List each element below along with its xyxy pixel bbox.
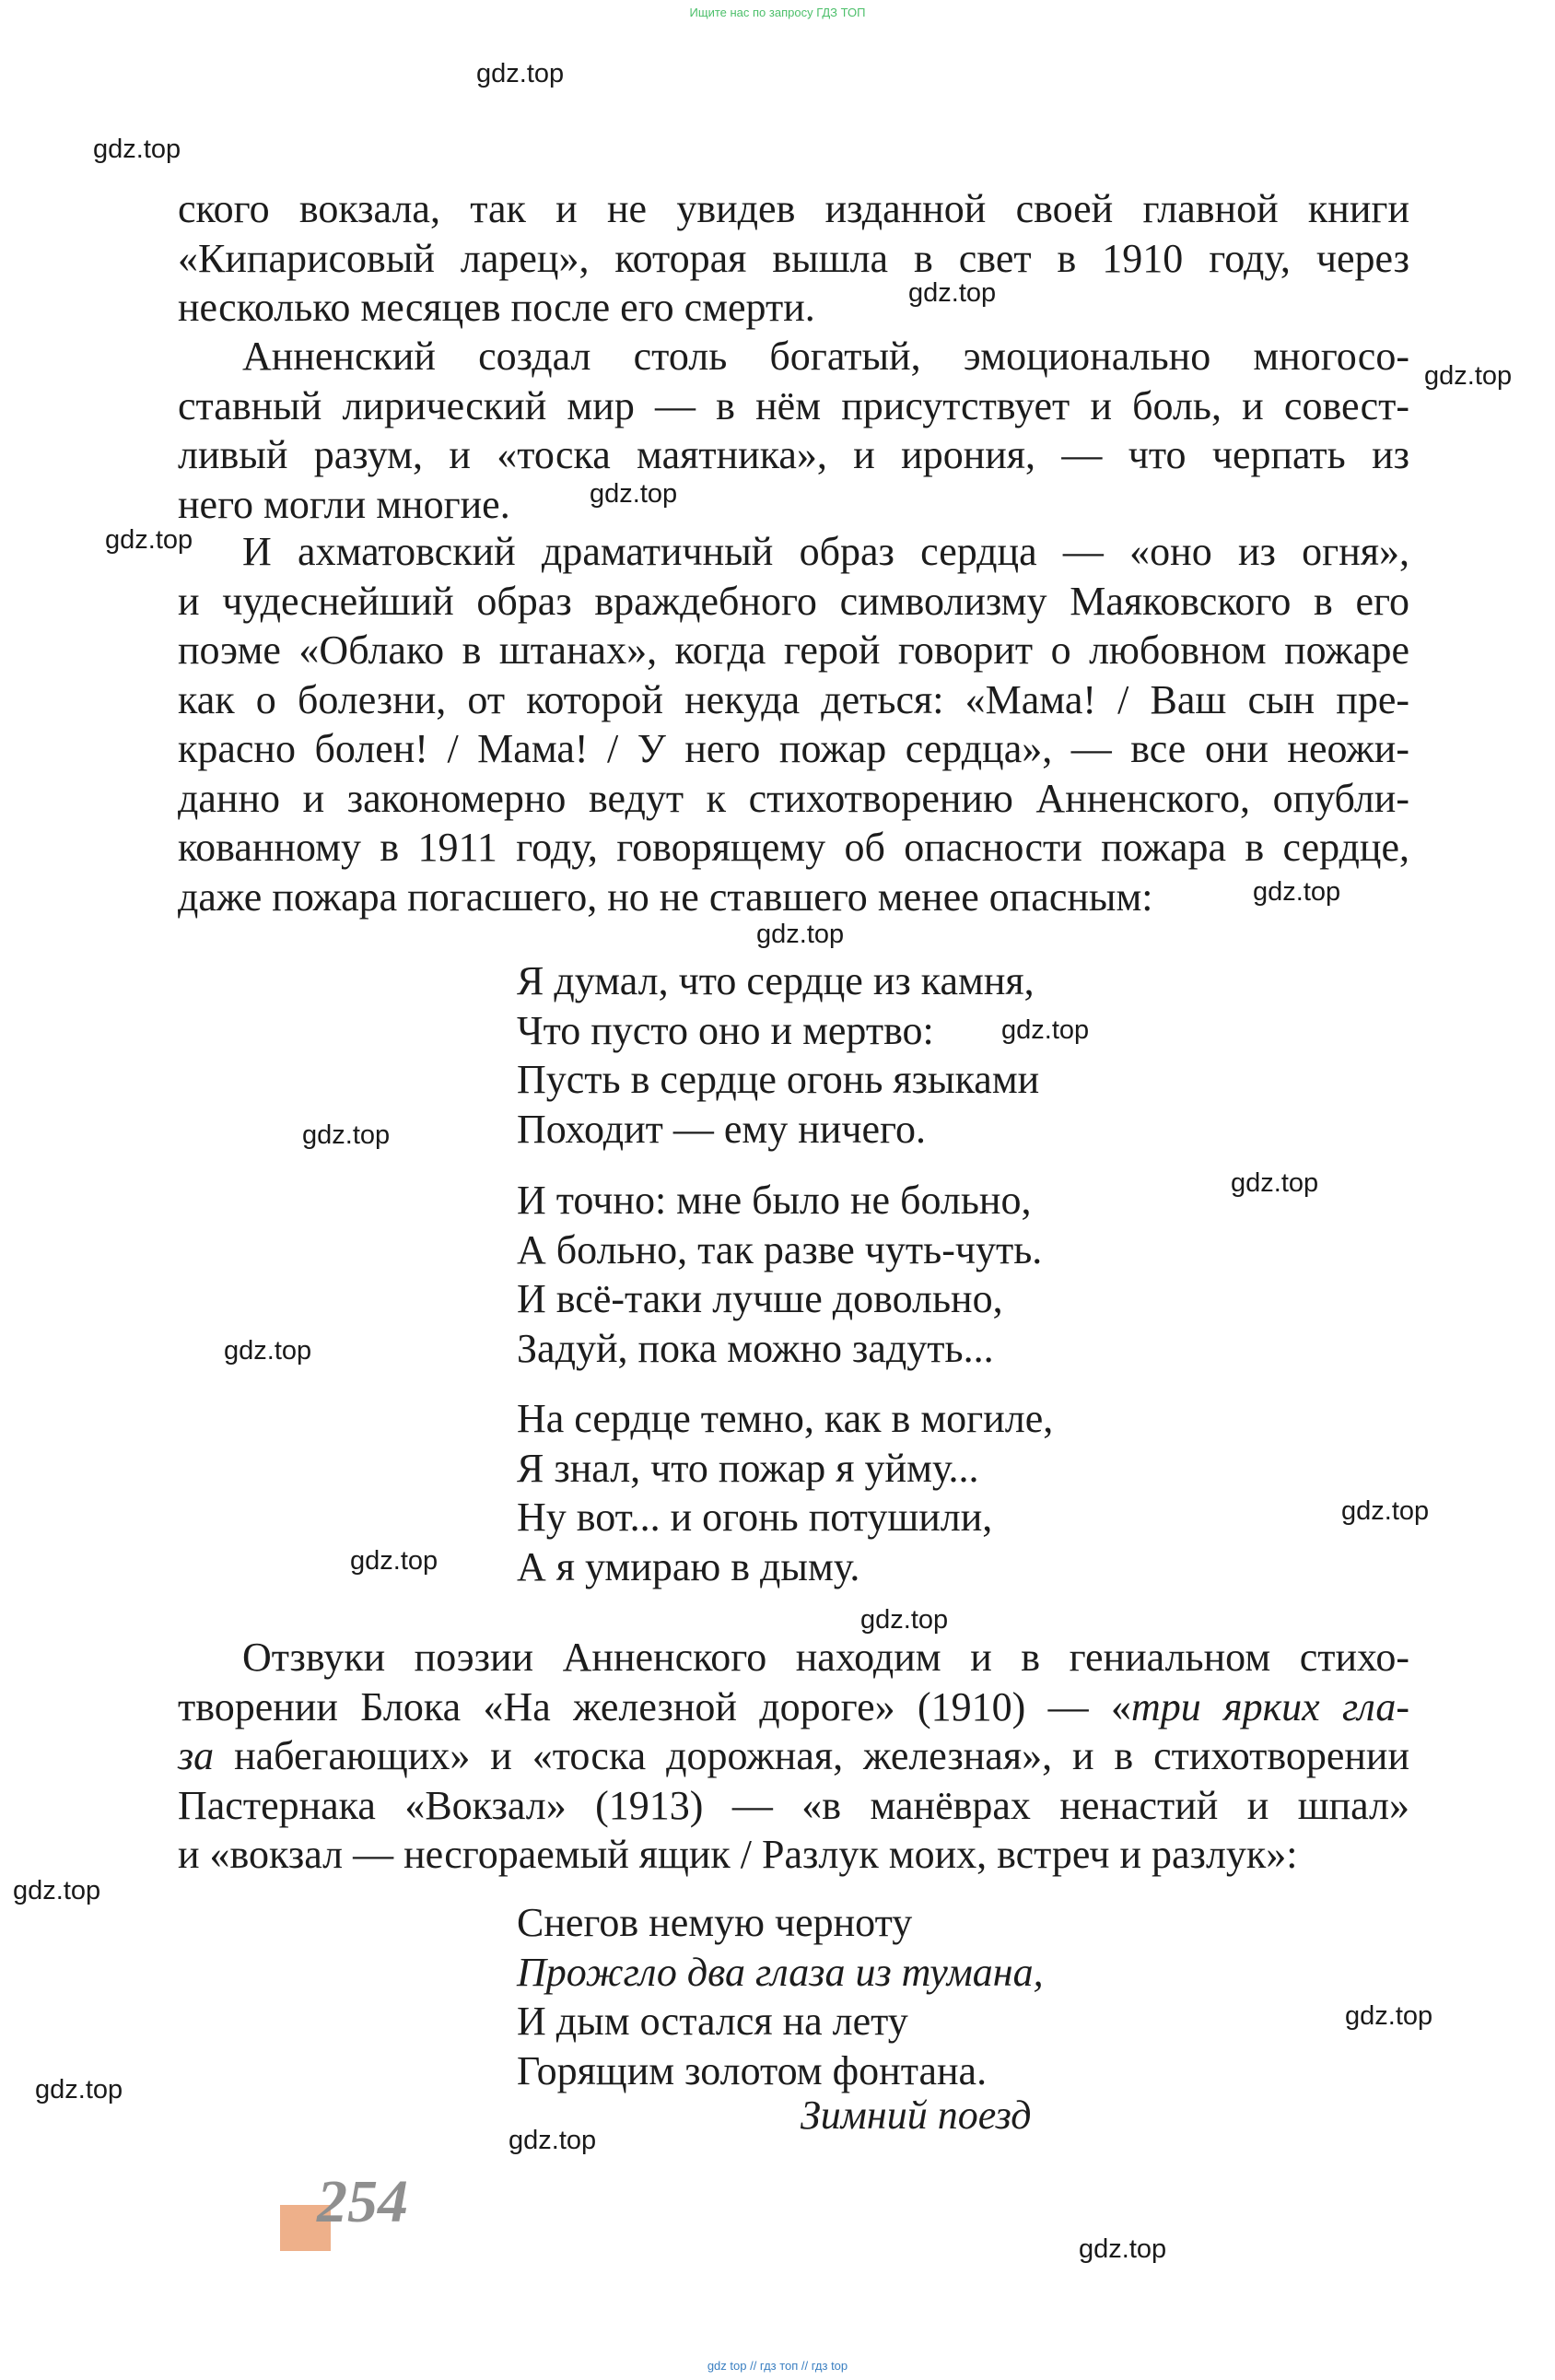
text-line: ского вокзала, так и не увидев изданной своей главной книги xyxy=(178,186,1409,231)
watermark: gdz.top xyxy=(860,1605,949,1635)
verse-line: Горящим золотом фонтана. xyxy=(517,2047,988,2093)
paragraph-3 xyxy=(178,527,1409,921)
watermark: gdz.top xyxy=(476,59,565,88)
text-line: ливый разум, и «тоска маятника», и ирония, — что черпать из xyxy=(178,432,1409,477)
watermark: gdz.top xyxy=(105,525,193,555)
watermark: gdz.top xyxy=(13,1876,101,1905)
poem-stanza-3 xyxy=(517,1394,1053,1591)
watermark: gdz.top xyxy=(35,2075,123,2104)
watermark: gdz.top xyxy=(1341,1496,1430,1526)
watermark: gdz.top xyxy=(1231,1168,1319,1198)
top-banner: Ищите нас по запросу ГДЗ ТОП xyxy=(689,6,866,19)
verse-line: И точно: мне было не больно, xyxy=(517,1178,1032,1223)
watermark: gdz.top xyxy=(590,479,678,509)
page-number: 254 xyxy=(317,2168,408,2235)
paragraph-4 xyxy=(178,1633,1409,1880)
watermark: gdz.top xyxy=(908,278,997,308)
watermark: gdz.top xyxy=(93,135,181,164)
text-line xyxy=(178,1682,1409,1732)
text-line: данно и закономерно ведут к стихотворению Анненского, опубли- xyxy=(178,775,1409,821)
text-line: ставный лирический мир — в нём присутствует и боль, и совест- xyxy=(178,382,1409,428)
text-line: и чудеснейший образ враждебного символизму Маяковского в его xyxy=(178,578,1409,624)
text-line xyxy=(178,1731,1409,1781)
text-line: Анненский создал столь богатый, эмоционально многосо- xyxy=(242,334,1409,379)
watermark: gdz.top xyxy=(1253,877,1341,907)
watermark: gdz.top xyxy=(350,1546,438,1576)
verse-line: Прожгло два глаза из тумана, xyxy=(517,1949,1044,1995)
watermark: gdz.top xyxy=(509,2126,597,2155)
text-line: Пастернака «Вокзал» (1913) — «в манёврах ненастий и шпал» xyxy=(178,1782,1409,1828)
poem-signature: Зимний поезд xyxy=(801,2093,1032,2138)
verse-line: Снегов немую черноту xyxy=(517,1900,913,1945)
text-line: как о болезни, от которой некуда деться: «Мама! / Ваш сын пре- xyxy=(178,676,1409,722)
watermark: gdz.top xyxy=(1345,2001,1433,2031)
text-line: него могли многие. xyxy=(178,481,510,527)
text-line: несколько месяцев после его смерти. xyxy=(178,285,815,330)
poem-stanza-1 xyxy=(517,956,1039,1154)
text-line: красно болен! / Мама! / У него пожар сердца», — все они неожи- xyxy=(178,726,1409,771)
verse-line: Что пусто оно и мертво: xyxy=(517,1007,934,1053)
italic-run: три ярких гла- xyxy=(1131,1683,1409,1729)
text-line: кованному в 1911 году, говорящему об опасности пожара в сердце, xyxy=(178,825,1409,870)
watermark: gdz.top xyxy=(224,1336,312,1366)
paragraph-1 xyxy=(178,184,1409,333)
text-run: набегающих» и «тоска дорожная, железная», и в стихотворении xyxy=(214,1733,1409,1778)
italic-run: за xyxy=(178,1733,215,1778)
verse-line: Я знал, что пожар я уйму... xyxy=(517,1445,979,1491)
verse-line: Походит — ему ничего. xyxy=(517,1106,926,1152)
verse-line: И дым остался на лету xyxy=(517,1999,908,2044)
verse-line: А я умираю в дыму. xyxy=(517,1543,860,1589)
watermark: gdz.top xyxy=(302,1120,391,1150)
bottom-banner: gdz top // гдз топ // гдз top xyxy=(707,2359,848,2373)
verse-line: Задуй, пока можно задуть... xyxy=(517,1325,994,1371)
watermark: gdz.top xyxy=(1424,361,1513,391)
verse-line: Я думал, что сердце из камня, xyxy=(517,958,1035,1003)
verse-line: А больно, так разве чуть-чуть. xyxy=(517,1226,1043,1272)
text-line: Отзвуки поэзии Анненского находим и в гениальном стихо- xyxy=(242,1635,1409,1680)
watermark: gdz.top xyxy=(1001,1015,1090,1045)
text-line: «Кипарисовый ларец», которая вышла в свет в 1910 году, через xyxy=(178,235,1409,281)
text-line: даже пожара погасшего, но не ставшего менее опасным: xyxy=(178,873,1153,920)
text-run: творении Блока «На железной дороге» (1910) — « xyxy=(178,1683,1131,1729)
verse-line: Пусть в сердце огонь языками xyxy=(517,1057,1040,1102)
watermark: gdz.top xyxy=(1079,2234,1167,2264)
watermark: gdz.top xyxy=(756,920,845,949)
text-line: и «вокзал — несгораемый ящик / Разлук моих, встреч и разлук»: xyxy=(178,1832,1298,1877)
verse-line: На сердце темно, как в могиле, xyxy=(517,1396,1054,1441)
verse-line: И всё-таки лучше довольно, xyxy=(517,1276,1003,1321)
verse-line: Ну вот... и огонь потушили, xyxy=(517,1495,993,1540)
poem2-stanza xyxy=(517,1898,1044,2095)
text-line: И ахматовский драматичный образ сердца — «оно из огня», xyxy=(242,529,1409,574)
text-line: поэме «Облако в штанах», когда герой говорит о любовном пожаре xyxy=(178,627,1409,673)
poem-stanza-2 xyxy=(517,1176,1042,1373)
paragraph-2 xyxy=(178,332,1409,529)
